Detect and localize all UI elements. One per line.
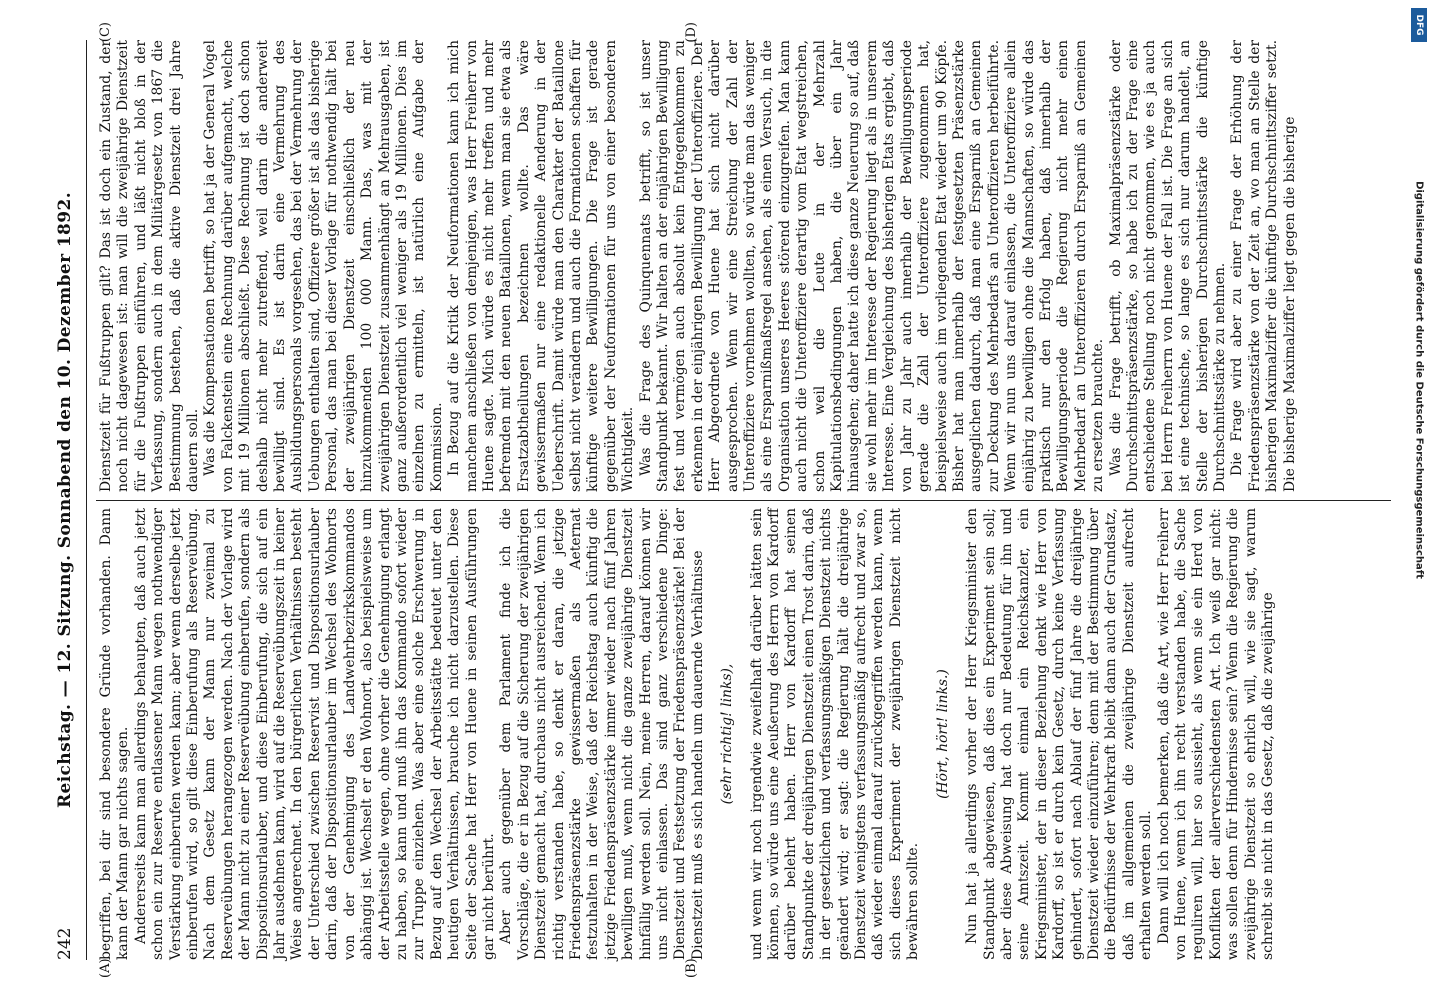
paragraph: Was die Frage des Quinquennats betrifft, so ist unser Standpunkt bekannt. Wir halten an der einjährigen Bewilligung fest und vermögen auch absolut kein Entgegenkommen zu erkennen in der einjährigen Bewilligung der Unteroffiziere. Der Herr Abgeordnete von Huene hat sich nicht darüber ausgesprochen. Wenn wir eine Streichung der Zahl der Unteroffiziere vornehmen wollten, so würde man das weniger als eine Ersparnißmaßregel ansehen, als einen Versuch, in die Organisation unseres Heeres störend einzugreifen. Man kann auch nicht die Unteroffiziere derartig vom Etat wegstreichen, schon weil die Leute in der Mehrzahl Kapitulationsbedingungen haben, die über ein Jahr hinausgehen; daher hatte ich diese ganze Neuerung so auf, daß sie wohl mehr im Interesse der Regierung liegt als in unserem Interesse. Eine Vergleichung des bisherigen Etats ergiebt, daß von Jahr zu Jahr auch innerhalb der Bewilligungsperiode gerade die Zahl der Unteroffiziere zugenommen hat, beispielsweise auch im vorliegenden Etat wieder um 90 Köpfe. Bisher hat man innerhalb der festgesetzten Präsenzstärke ausgeglichen dadurch, daß man eine Ersparniß an Gemeinen zur Deckung des Mehrbedarfs an Unteroffizieren herbeiführte. Wenn wir nun uns darauf einlassen, die Unteroffiziere allein einjährig zu bewilligen ohne die Mannschaften, so würde das praktisch nur den Erfolg haben, daß innerhalb der Bewilligungsperiode die Regierung nicht mehr einen Mehrbedarf an Unteroffizieren durch Ersparniß an Gemeinen zu ersetzen brauchte. [637,40,1107,492]
paragraph: Andererseits kann man allerdings behaupten, daß auch jetzt schon ein zur Reserve entlassener Mann wegen nothwendiger Verstärkung einberufen werden kann; aber wenn derselbe jetzt einberufen wird, so gilt diese Einberufung als Reserveübung. Nach dem Gesetz kann der Mann nur zweimal zu Reserveübungen herangezogen werden. Nach der Vorlage wird der Mann nicht zu einer Reserveübung einberufen, sondern als Dispositionsurlauber, und diese Einberufung, die sich auf ein Jahr ausdehnen kann, wird auf die Reserveübungszeit in keiner Weise angerechnet. In den bürgerlichen Verhältnissen besteht der Unterschied zwischen Reservist und Dispositionsurlauber darin, daß der Dispositionsurlauber im Wechsel des Wohnorts von der Genehmigung des Landwehrbezirkskommandos abhängig ist. Wechselt er den Wohnort, also beispielsweise um der Arbeitsstelle wegen, ohne vorher die Genehmigung erlangt zu haben, so kann und muß ihn das Kommando sofort wieder zur Truppe einziehen. Was aber eine solche Erschwerung in Bezug auf den Wechsel der Arbeitsstätte bedeutet unter den heutigen Verhältnissen, brauche ich nicht darzustellen. Diese Seite der Sache hat Herr von Huene in seinen Ausführungen gar nicht berührt. [132,508,497,960]
left-column [98,508,1398,960]
paragraph: In Bezug auf die Kritik der Neuformationen kann ich mich manchem anschließen von demjenigen, was Herr Freiherr von Huene sagte. Mich würde es nicht mehr treffen und mehr befremden mit den neuen Bataillonen, wenn man sie etwa als Ersatzabtheilungen bezeichnen wollte. Das wäre gewissermaßen nur eine redaktionelle Aenderung in der Ueberschrift. Damit würde man den Charakter der Bataillone selbst nicht verändern und auch die Formationen schaffen für künftige weitere Bewilligungen. Die Frage ist gerade gegenüber der Neuformationen für uns von einer besonderen Wichtigkeit. [446,40,637,492]
margin-marker-a: (A) [98,958,113,978]
interjection: (sehr richtig! links), [719,663,736,805]
paragraph: Was die Frage betrifft, ob Maximalpräsenzstärke oder Durchschnittspräsenzstärke, so habe ich zu der Frage eine entschiedene Stellung noch nicht genommen, wie es ja auch bei Herrn Freiherrn von Huene der Fall ist. Die Frage an sich ist eine technische, so lange es sich nur darum handelt, an Stelle der bisherigen Durchschnittsstärke die künftige Durchschnittsstärke zu nehmen. [1107,40,1228,492]
rotated-text-block [26,20,1406,980]
column-divider [96,500,1391,501]
page-header [48,40,82,960]
right-column [98,40,1398,492]
page-number: 242 [55,927,75,960]
paragraph: Die Frage wird aber zu einer Frage der Erhöhung der Friedenspräsenzstärke von der Zeit an, wo man an Stelle der bisherigen Maximalziffer die künftige Durchschnittsziffer setzt. Die bisherige Maximalziffer liegt gegen die bisherige [1229,40,1298,492]
margin-marker-b: (B) [684,958,699,978]
paragraph: begriffen, bei dir sind besondere Gründe vorhanden. Dann kann der Mann gar nichts sagen. [98,508,132,960]
paragraph: Aber auch gegenüber dem Parlament finde ich die Vorschläge, die er in Bezug auf die Sicherung der zweijährigen Dienstzeit gemacht hat, durchaus nicht ausreichend. Wenn ich richtig verstanden habe, so denkt er daran, die jetzige Friedenspräsenzstärke gewissermaßen als Aeternat festzuhalten in der Weise, daß der Reichstag auch künftig die jetzige Friedenspräsenzstärke immer wieder nach fünf Jahren bewilligen muß, wenn nicht die ganze zweijährige Dienstzeit hinfällig werden soll. Nein, meine Herren, darauf können wir uns nicht einlassen. Das sind ganz verschiedene Dinge: Dienstzeit und Festsetzung der Friedenspräsenzstärke! Bei der Dienstzeit muß es sich handeln um dauernde Verhältnisse [498,508,706,960]
margin-marker-d: (D) [684,22,699,43]
digitization-credit: Digitalisierung gefördert durch die Deutsche Forschungsgemeinschaft [1413,181,1425,579]
header-rule [86,40,87,960]
paragraph: Was die Kompensationen betrifft, so hat ja der General Vogel von Falckenstein eine Rechnung darüber aufgemacht, welche mit 19 Millionen abschließt. Diese Rechnung ist doch schon deshalb nicht mehr zutreffend, weil darin die anderweit bewilligt sind. Es ist darin eine Vermehrung des Ausbildungspersonals vorgesehen, das bei der Vermehrung der Uebungen enthalten sind, Offiziere größer ist als das bisherige Personal, das man bei dieser Vorlage für nothwendig hält bei der zweijährigen Dienstzeit einschließlich der neu hinzukommenden 100 000 Mann. Das, was mit der zweijährigen Dienstzeit zusammenhängt an Mehrausgaben, ist ganz außerordentlich viel weniger als 19 Millionen. Dies im einzelnen zu ermitteln, ist natürlich eine Aufgabe der Kommission. [202,40,445,492]
margin-marker-c: (C) [98,22,113,43]
dfg-logo-text: DFG [1414,14,1424,36]
paragraph: Dienstzeit für Fußtruppen gilt? Das ist doch ein Zustand, der noch nicht dagewesen ist: man will die zweijährige Dienstzeit für die Fußtruppen einführen, und läßt nicht bloß in der Verfassung, sondern auch in dem Militärgesetz von 1867 die Bestimmung bestehen, daß die aktive Dienstzeit drei Jahre dauern soll. [98,40,202,492]
running-title: Reichstag. — 12. Sitzung. Sonnabend den 10. Dezember 1892. [55,191,75,809]
paragraph: Dann will ich noch bemerken, daß die Art, wie Herr Freiherr von Huene, wenn ich ihn recht verstanden habe, die Sache reguliren will, hier so aussieht, als wenn sie ein Herd von Konflikten der allerverschiedensten Art. Ich weiß gar nicht: was sollen denn für Hindernisse sein? Wenn die Regierung die zweijährige Dienstzeit so ehrlich will, wie sie sagt, warum schreibt sie nicht in das Gesetz, daß die zweijährige [1155,508,1276,960]
interjection: (Hört, hört! links.) [934,669,951,799]
paragraph: Nun hat ja allerdings vorher der Herr Kriegsminister den Standpunkt abgewiesen, daß dies ein Experiment sein soll; aber diese Abweisung hat doch nur Bedeutung für ihn und seine Amtszeit. Kommt einmal ein Reichskanzler, ein Kriegsminister, der in dieser Beziehung denkt wie Herr von Kardorff, so ist er durch kein Gesetz, durch keine Verfassung gehindert, sofort nach Ablauf der fünf Jahre die dreijährige Dienstzeit wieder einzuführen; denn mit der Bestimmung über die Bedürfnisse der Wehrkraft bleibt dann auch der Grundsatz, daß im allgemeinen die zweijährige Dienstzeit aufrecht erhalten werden soll. [964,508,1155,960]
paragraph: und wenn wir noch irgendwie zweifelhaft darüber hätten sein können, so würde uns eine Aeußerung des Herrn von Kardorff darüber belehrt haben. Herr von Kardorff hat seinen Standpunkte der dreijährigen Dienstzeit einen Trost darin, daß in der gesetzlichen und verfassungsmäßigen Dienstzeit nichts geändert wird; er sagt: die Regierung hält die dreijährige Dienstzeit wenigstens verfassungsmäßig aufrecht und zwar so, daß wieder einmal darauf zurückgegriffen werden kann, wenn sich dieses Experiment der zweijährigen Dienstzeit nicht bewähren sollte. [748,508,922,960]
